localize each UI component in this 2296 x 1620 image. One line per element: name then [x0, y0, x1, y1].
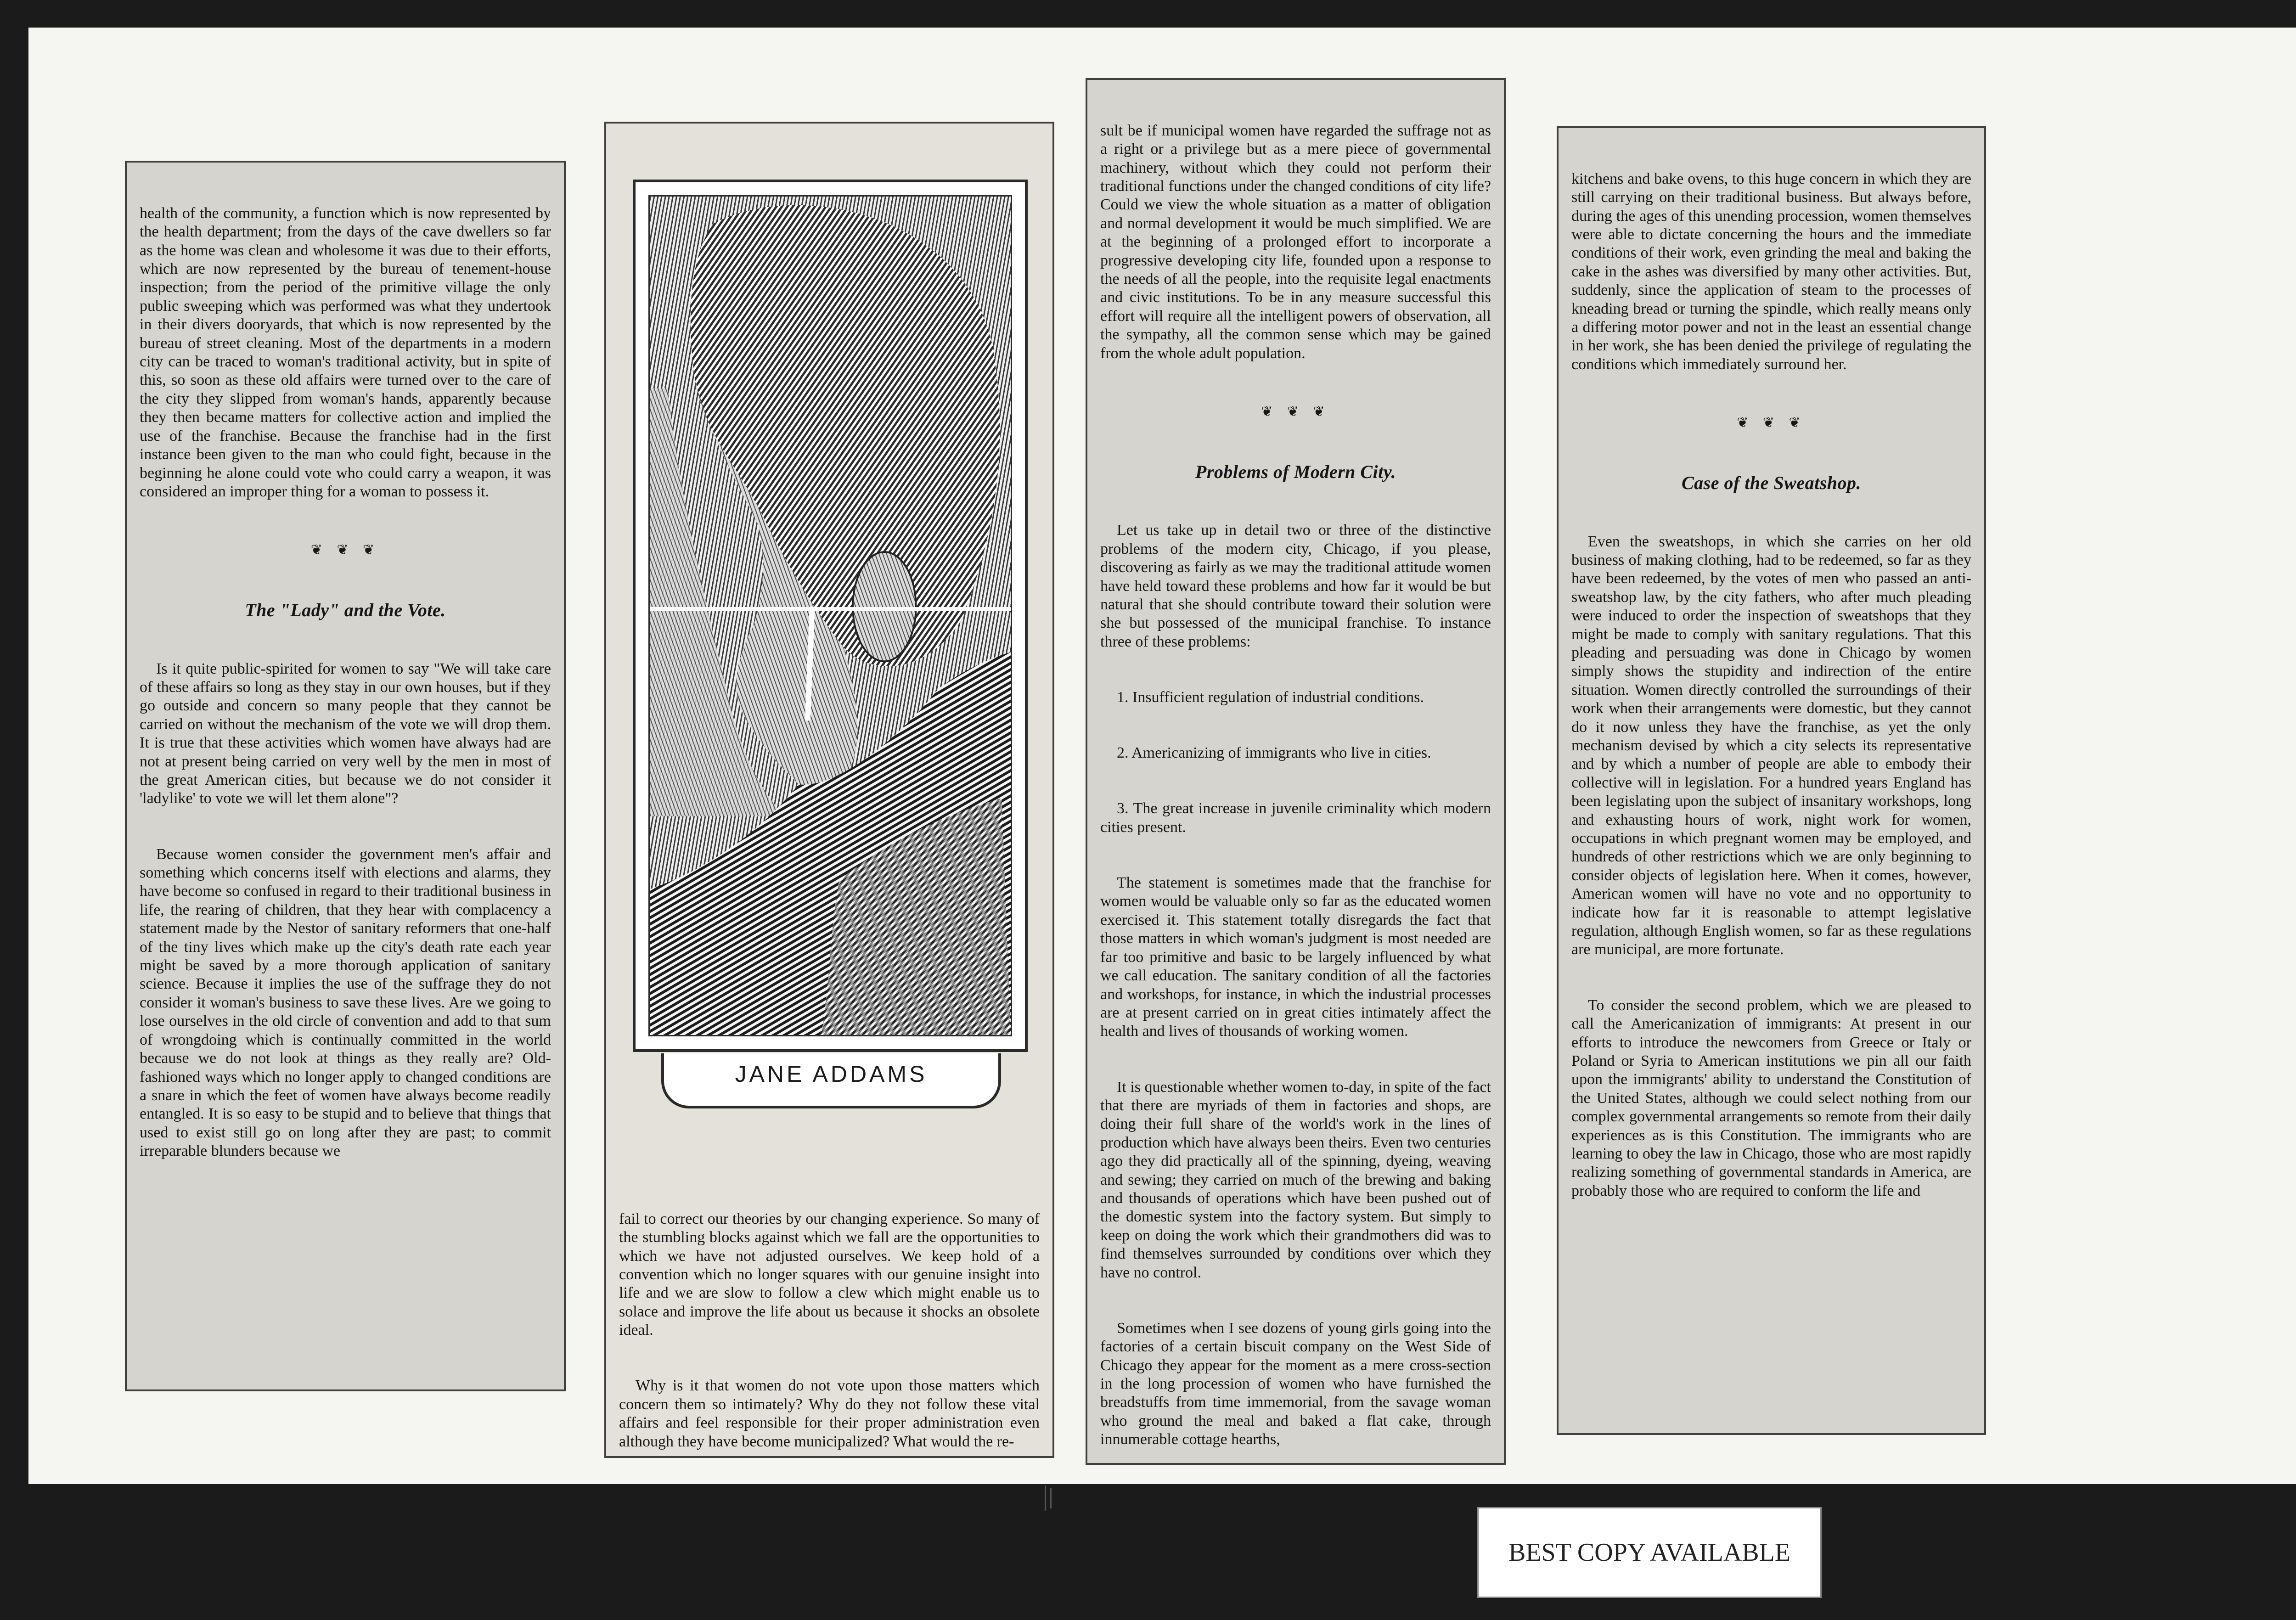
col3-paragraph-2: Let us take up in detail two or three of the distinctive problems of the modern city, Chicago, if you please, discovering as fairly as we may the traditional attitude women have held toward these problems and how far it would be but natural that she should contribute toward their solution were she but possessed of the municipal franchise. To instance three of these problems: — [1100, 522, 1495, 650]
col1-paragraph-2: Is it quite public-spirited for women to say "We will take care of these affairs so long as they stay in our own houses, but if they go outside and concern so many people that they cannot be carried on without the mechanism of the vote we will drop them. It is true that these activities which women have always had are not at present being carried on very well by the men in most of the great American cities, but because we do not consider it 'ladylike' to vote we will let them alone"? — [140, 660, 555, 807]
col3-paragraph-5: Sometimes when I see dozens of young girls going into the factories of a certain biscuit company on the West Side of Chicago they appear for the moment as a mere cross-section in the long procession of women who have furnished the breadstuffs from time immemorial, from the savage woman who ground the meal and baked a flat cake, through innumerable cottage hearths, — [1100, 1319, 1495, 1448]
col4-paragraph-2: Even the sweatshops, in which she carries on her old business of making clothing, had to be redeemed, so far as they have been redeemed, by the votes of men who passed an anti-sweatshop law, by the city fathers, who after much pleading were induced to order the inspection of sweatshops that they might be made to comply with sanitary regulations. That this pleading and persuading was done in Chicago by women simply shows the stupidity and indirection of the entire situation. Women directly controlled the surroundings of their work when their arrangements were domestic, but they cannot do it now unless they have the franchise, as yet the only mechanism devised by which a city selects its representative and by which a number of people are able to embody their collective will in legislation. For a hundred years England has been legislating upon the subject of insanitary workshops, long and exhausting hours of work, night work for women, occupations in which pregnant women may be employed, and hundreds of other restrictions which we are only beginning to consider objects of legislation here. When it comes, however, American women will have no vote and no opportunity to indicate how far it is reasonable to attempt legislative regulation, although English women, so far as these regulations are municipal, are more fortunate. — [1571, 533, 1975, 958]
col4-paragraph-1: kitchens and bake ovens, to this huge concern in which they are still carrying on their traditional business. But always before, during the ages of this unending procession, women themselves were able to dictate concerning the hours and the immediate conditions of their work, even grinding the meal and baking the cake in the ashes was diversified by many other activities. But, suddenly, since the application of steam to the processes of kneading bread or turning the spindle, which really means only a differing motor power and not in the least an essential change in her work, she has been denied the privilege of regulating the conditions which immediately surround her. — [1571, 170, 1975, 373]
column-3-text — [1087, 80, 1504, 1465]
scanned-page — [28, 28, 2296, 1484]
portrait-frame — [633, 180, 1028, 1052]
portrait-caption: JANE ADDAMS — [661, 1053, 1001, 1108]
portrait-engraving — [648, 195, 1012, 1036]
scan-mark — [1050, 1488, 1052, 1508]
col1-paragraph-1: health of the community, a function which is now represented by the health department; from the days of the cave dwellers so far as the home was clean and wholesome it was due to their efforts, which are now represented by the bureau of tenement-house inspection; from the period of the primitive village the only public sweeping which was performed was what they undertook in their divers dooryards, that which is now represented by the bureau of street cleaning. Most of the departments in a modern city can be traced to woman's traditional activity, but in spite of this, so soon as these old affairs were turned over to the care of the city they slipped from woman's hands, apparently because they then became matters for collective action and implied the use of the franchise. Because the franchise had in the first instance been given to the man who could fight, because in the beginning he alone could vote who could carry a weapon, it was considered an improper thing for a woman to possess it. — [140, 204, 555, 500]
ornament: ❦ ❦ ❦ — [1261, 404, 1330, 419]
column-4-clipping — [1557, 126, 1986, 1435]
portrait-illustration — [650, 197, 1011, 1035]
column-1-clipping — [125, 161, 566, 1391]
column-2-text — [606, 1168, 1052, 1458]
col4-paragraph-3: To consider the second problem, which we are pleased to call the Americanization of immigrants: At present in our efforts to introduce the newcomers from Greece or Italy or Poland or Syria to American institutions we pin all our faith upon the immigrants' ability to understand the Constitution of the United States, although we could select nothing from our complex governmental arrangements so remote from their daily experiences as is this Constitution. The immigrants who are learning to obey the law in Chicago, those who are most rapidly realizing something of governmental standards in America, are probably those who are required to conform the life and — [1571, 996, 1975, 1199]
subheading-modern-city: Problems of Modern City. — [1195, 461, 1396, 483]
col3-list-item-2: 2. Americanizing of immigrants who live in cities. — [1117, 744, 1431, 762]
best-copy-notice: BEST COPY AVAILABLE — [1477, 1507, 1822, 1598]
col2-paragraph-1: fail to correct our theories by our changing experience. So many of the stumbling blocks against which we fall are the opportunities to which we have not adjusted ourselves. We keep hold of a convention which no longer squares with our genuine insight into life and we are slow to follow a clew which might enable us to solace and improve the life about us because it shocks an obsolete ideal. — [619, 1210, 1044, 1339]
subheading-sweatshop: Case of the Sweatshop. — [1681, 472, 1862, 494]
col3-paragraph-4: It is questionable whether women to-day, in spite of the fact that there are myriads of them in factories and shops, are doing their full share of the world's work in the lines of production which have always been theirs. Even two centuries ago they did practically all of the spinning, dyeing, weaving and sewing; they carried on much of the brewing and baking and thousands of operations which have been pushed out of the domestic system into the factory system. But simply to keep on doing the work which their grandmothers did was to find themselves surrounded by conditions over which they have no control. — [1100, 1078, 1495, 1281]
col3-list-item-1: 1. Insufficient regulation of industrial conditions. — [1117, 689, 1424, 706]
col3-paragraph-1: sult be if municipal women have regarded the suffrage not as a right or a privilege but as a mere piece of governmental machinery, without which they could not perform their traditional functions under the changed conditions of city life? Could we view the whole situation as a matter of obligation and normal development it would be much simplified. We are at the beginning of a prolonged effort to incorporate a progressive developing city life, founded upon a response to the needs of all the people, into the requisite legal enactments and civic institutions. To be in any measure successful this effort will require all the intelligent powers of observation, all the sympathy, all the common sense which may be gained from the whole adult population. — [1100, 122, 1495, 362]
ornament: ❦ ❦ ❦ — [310, 542, 380, 558]
col2-paragraph-2: Why is it that women do not vote upon those matters which concern them so intimately? Why do they not follow these vital affairs and feel responsible for their proper administration even although they have become municipalized? What would the re- — [619, 1377, 1044, 1450]
col3-list-item-3: 3. The great increase in juvenile criminality which modern cities present. — [1100, 800, 1495, 836]
subheading-lady-vote: The "Lady" and the Vote. — [245, 600, 446, 621]
col3-paragraph-3: The statement is sometimes made that the franchise for women would be valuable only so far as the educated women exercised it. This statement totally disregards the fact that those matters in which woman's judgment is most needed are far too primitive and basic to be largely influenced by what we call education. The sanitary condition of all the factories and workshops, for instance, in which the industrial processes are at present carried on in great cities intimately affect the health and lives of thousands of working women. — [1100, 874, 1495, 1040]
column-1-text — [127, 163, 564, 1202]
ornament: ❦ ❦ ❦ — [1737, 415, 1806, 431]
scan-mark — [1045, 1485, 1046, 1511]
column-3-clipping — [1086, 78, 1506, 1465]
col1-paragraph-3: Because women consider the government men's affair and something which concerns itself with elections and alarms, they have become so confused in regard to their traditional business in life, the rearing of children, that they hear with complacency a statement made by the Nestor of sanitary reformers that one-half of the tiny lives which make up the city's death rate each year might be saved by a more thorough application of sanitary science. Because it implies the use of the suffrage they do not consider it woman's business to save these lives. Are we going to lose ourselves in the old circle of convention and add to that sum of wrongdoing which is continually committed in the world because we do not look at things as they really are? Old-fashioned ways which no longer apply to changed conditions are a snare in which the feet of women have always become readily entangled. It is so easy to be stupid and to believe that things that used to exist still go on long after they are past; to commit irreparable blunders because we — [140, 845, 555, 1160]
column-2-clipping — [604, 122, 1054, 1458]
column-4-text — [1559, 128, 1984, 1242]
